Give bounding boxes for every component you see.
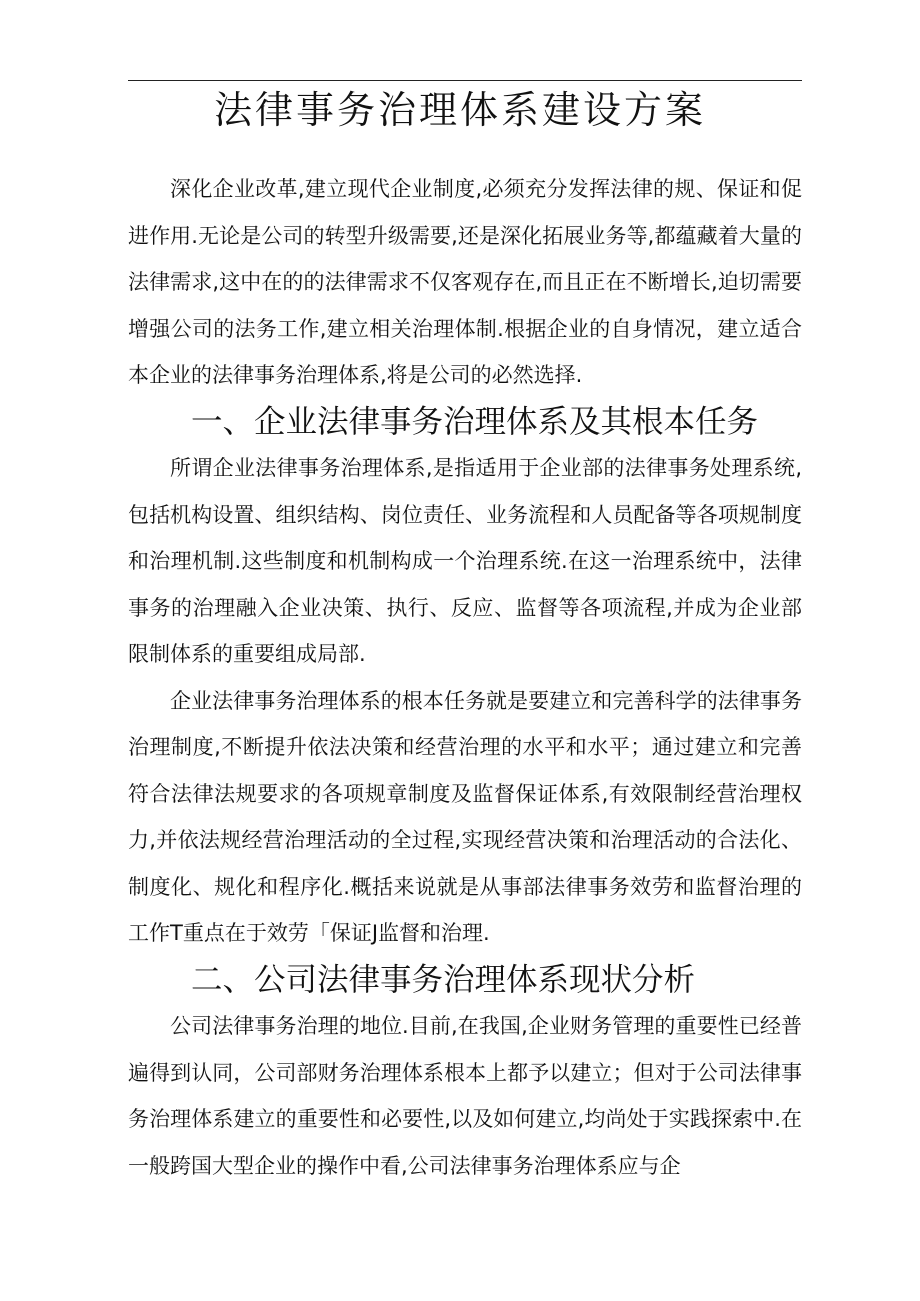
paragraph-task: 企业法律事务治理体系的根本任务就是要建立和完善科学的法律事务治理制度,不断提升依法决策和经营治理的水平和水平；通过建立和完善符合法律法规要求的各项规章制度及监督保证体系,有效限制经营治理权力,并依法规经营治理活动的全过程,实现经营决策和治理活动的合法化、制度化、规化和程序化.概括来说就是从事部法律事务效劳和监督治理的工作T重点在于效劳「保证J监督和治理. xyxy=(128,688,802,945)
header-rule xyxy=(128,80,802,81)
paragraph-intro: 深化企业改革,建立现代企业制度,必须充分发挥法律的规、保证和促进作用.无论是公司的转型升级需要,还是深化拓展业务等,都蕴藏着大量的法律需求,这中在的的法律需求不仅客观存在,而且正在不断增长,迫切需要增强公司的法务工作,建立相关治理体制.根据企业的自身情况，建立适合本企业的法律事务治理体系,将是公司的必然选择. xyxy=(128,177,802,387)
document-title: 法律事务治理体系建设方案 xyxy=(213,88,706,132)
section-heading-2: 二、公司法律事务治理体系现状分析 xyxy=(191,961,696,998)
paragraph-definition: 所谓企业法律事务治理体系,是指适用于企业部的法律事务处理系统,包括机构设置、组织结构、岗位责任、业务流程和人员配备等各项规制度和治理机制.这些制度和机制构成一个治理系统.在这一治理系统中，法律事务的治理融入企业决策、执行、反应、监督等各项流程,并成为企业部限制体系的重要组成局部. xyxy=(128,456,802,666)
section-heading-1: 一、企业法律事务治理体系及其根本任务 xyxy=(191,403,759,440)
paragraph-status: 公司法律事务治理的地位.目前,在我国,企业财务管理的重要性已经普遍得到认同，公司部财务治理体系根本上都予以建立；但对于公司法律事务治理体系建立的重要性和必要性,以及如何建立,均尚处于实践探索中.在一般跨国大型企业的操作中看,公司法律事务治理体系应与企 xyxy=(128,1014,802,1178)
document-body xyxy=(128,166,802,1189)
